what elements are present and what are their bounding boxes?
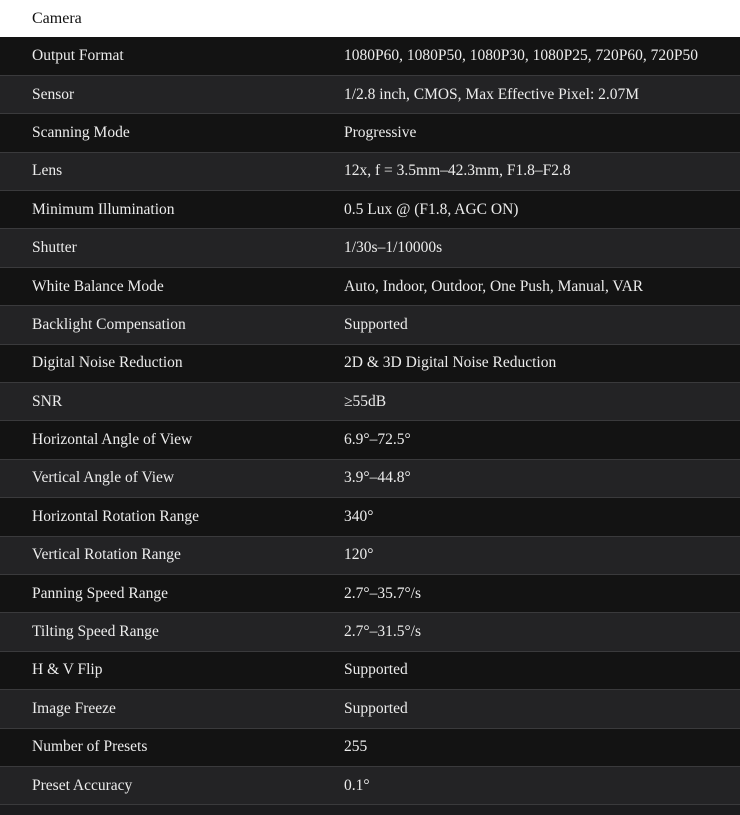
spec-value: 2.7°–31.5°/s <box>344 613 740 651</box>
table-row <box>0 690 740 728</box>
spec-value: Supported <box>344 651 740 689</box>
spec-label: Digital Noise Reduction <box>0 344 344 382</box>
table-row <box>0 37 740 75</box>
spec-value: Supported <box>344 690 740 728</box>
spec-value: 0.1° <box>344 766 740 804</box>
table-row <box>0 191 740 229</box>
spec-label: Horizontal Angle of View <box>0 421 344 459</box>
spec-value: 12x, f = 3.5mm–42.3mm, F1.8–F2.8 <box>344 152 740 190</box>
spec-value: Supported <box>344 306 740 344</box>
spec-label: Sensor <box>0 75 344 113</box>
table-row <box>0 574 740 612</box>
spec-value: 255 <box>344 728 740 766</box>
spec-label: SNR <box>0 383 344 421</box>
spec-label: H & V Flip <box>0 651 344 689</box>
table-row <box>0 267 740 305</box>
table-row <box>0 536 740 574</box>
spec-value: 2D & 3D Digital Noise Reduction <box>344 344 740 382</box>
table-row <box>0 152 740 190</box>
spec-label: Shutter <box>0 229 344 267</box>
spec-value: Auto, Indoor, Outdoor, One Push, Manual, VAR <box>344 267 740 305</box>
spec-label: Output Format <box>0 37 344 75</box>
spec-value: 6.9°–72.5° <box>344 421 740 459</box>
table-row <box>0 766 740 804</box>
spec-value: 1/2.8 inch, CMOS, Max Effective Pixel: 2.07M <box>344 75 740 113</box>
spec-label: Lens <box>0 152 344 190</box>
spec-label: Image Freeze <box>0 690 344 728</box>
spec-table <box>0 37 740 805</box>
spec-value: ≥55dB <box>344 383 740 421</box>
table-row <box>0 651 740 689</box>
spec-label: Vertical Angle of View <box>0 459 344 497</box>
table-row <box>0 613 740 651</box>
spec-label: Vertical Rotation Range <box>0 536 344 574</box>
spec-table-body <box>0 37 740 805</box>
table-row <box>0 114 740 152</box>
spec-label: White Balance Mode <box>0 267 344 305</box>
spec-label: Number of Presets <box>0 728 344 766</box>
table-row <box>0 459 740 497</box>
spec-value: 1/30s–1/10000s <box>344 229 740 267</box>
spec-label: Scanning Mode <box>0 114 344 152</box>
spec-value: 340° <box>344 498 740 536</box>
spec-value: 3.9°–44.8° <box>344 459 740 497</box>
spec-value: Progressive <box>344 114 740 152</box>
spec-label: Backlight Compensation <box>0 306 344 344</box>
spec-label: Tilting Speed Range <box>0 613 344 651</box>
table-row <box>0 421 740 459</box>
table-row <box>0 306 740 344</box>
spec-label: Horizontal Rotation Range <box>0 498 344 536</box>
spec-value: 120° <box>344 536 740 574</box>
spec-label: Minimum Illumination <box>0 191 344 229</box>
spec-value: 1080P60, 1080P50, 1080P30, 1080P25, 720P60, 720P50 <box>344 37 740 75</box>
table-row <box>0 344 740 382</box>
table-row <box>0 75 740 113</box>
section-header <box>0 0 740 37</box>
spec-label: Preset Accuracy <box>0 766 344 804</box>
spec-label: Panning Speed Range <box>0 574 344 612</box>
table-row <box>0 498 740 536</box>
section-title: Camera <box>32 10 82 27</box>
table-row <box>0 383 740 421</box>
table-row <box>0 728 740 766</box>
spec-value: 0.5 Lux @ (F1.8, AGC ON) <box>344 191 740 229</box>
spec-value: 2.7°–35.7°/s <box>344 574 740 612</box>
table-row <box>0 229 740 267</box>
